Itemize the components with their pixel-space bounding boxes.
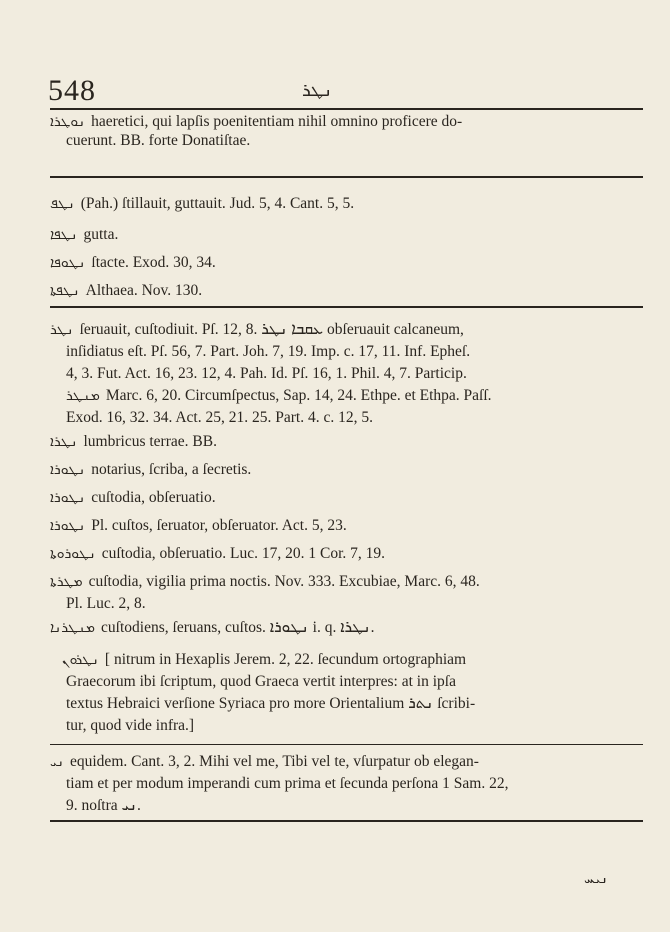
entry-line: ܢܛܪܘܢ [ nitrum in Hexaplis Jerem. 2, 22. ſecundum ortographiam	[62, 651, 467, 668]
section-rule	[50, 744, 643, 745]
entry-line: tur, quod vide infra.]	[66, 717, 195, 734]
entry-line: ܢܛܘܪܐ notarius, ſcriba, a ſecretis.	[50, 461, 252, 478]
entry-line: ܢܛܦܬܐ Althaea. Nov. 130.	[50, 282, 203, 299]
entry-line: tiam et per modum imperandi cum prima et ſecunda perſona 1 Sam. 22,	[66, 775, 509, 792]
page-number: 548	[48, 74, 96, 107]
entry-line: ܡܢܛܪ Marc. 6, 20. Circumſpectus, Sap. 14, 24. Ethpe. et Ethpa. Paſſ.	[66, 387, 492, 404]
entry-line: ܢܝ equidem. Cant. 3, 2. Mihi vel me, Tibi vel te, vſurpatur ob elegan-	[50, 753, 479, 770]
entry-line: 9. noſtra ܢܝ.	[66, 797, 141, 814]
section-rule	[50, 306, 643, 308]
entry-line: cuerunt. BB. forte Donatiſtae.	[66, 132, 251, 149]
entry-line: ܡܛܪܬܐ cuſtodia, vigilia prima noctis. Nov. 333. Excubiae, Marc. 6, 48.	[50, 573, 480, 590]
entry-line: ܢܛܪܐ lumbricus terrae. BB.	[50, 433, 217, 450]
catchword: ܢܝܚ	[584, 871, 608, 887]
entry-line: ܢܛܦܐ gutta.	[50, 226, 119, 243]
entry-line: ܢܛܘܦܐ ſtacte. Exod. 30, 34.	[50, 254, 216, 271]
entry-line: textus Hebraici verſione Syriaca pro more Orientalium ܢܬܪ ſcribi-	[66, 695, 476, 712]
entry-line: ܢܛܘܪܘܬܐ cuſtodia, obſeruatio. Luc. 17, 20. 1 Cor. 7, 19.	[50, 545, 386, 562]
entry-line: ܢܛܪ ſeruauit, cuſtodiuit. Pſ. 12, 8. ܥܩܒܐ ܢܛܪ obſeruauit calcaneum,	[50, 321, 464, 338]
entry-line: Exod. 16, 32. 34. Act. 25, 21. 25. Part. 4. c. 12, 5.	[66, 409, 373, 426]
header-syriac: ܢܛܪ	[302, 80, 333, 100]
entry-line: ܢܛܦ (Pah.) ſtillauit, guttauit. Jud. 5, 4. Cant. 5, 5.	[50, 195, 355, 212]
entry-line: Pl. Luc. 2, 8.	[66, 595, 146, 612]
entry-line: ܢܛܘܪܐ Pl. cuſtos, ſeruator, obſeruator. Act. 5, 23.	[50, 517, 347, 534]
header-rule	[50, 108, 643, 110]
entry-line: Graecorum ibi ſcriptum, quod Graeca vertit interpres: at in ipſa	[66, 673, 456, 690]
entry-line: 4, 3. Fut. Act. 16, 23. 12, 4. Pah. Id. Pſ. 16, 1. Phil. 4, 7. Particip.	[66, 365, 467, 382]
entry-line: ܢܘܛܪܐ haeretici, qui lapſis poenitentiam nihil omnino proficere do-	[50, 113, 463, 130]
entry-line: inſidiatus eſt. Pſ. 56, 7. Part. Joh. 7, 19. Imp. c. 17, 11. Inf. Epheſ.	[66, 343, 471, 360]
entry-line: ܡܢܛܪܢܐ cuſtodiens, ſeruans, cuſtos. ܢܛܘܪܐ i. q. ܢܛܪܐ.	[50, 619, 375, 636]
footer-rule	[50, 820, 643, 822]
entry-line: ܢܛܘܪܐ cuſtodia, obſeruatio.	[50, 489, 216, 506]
section-rule	[50, 176, 643, 178]
